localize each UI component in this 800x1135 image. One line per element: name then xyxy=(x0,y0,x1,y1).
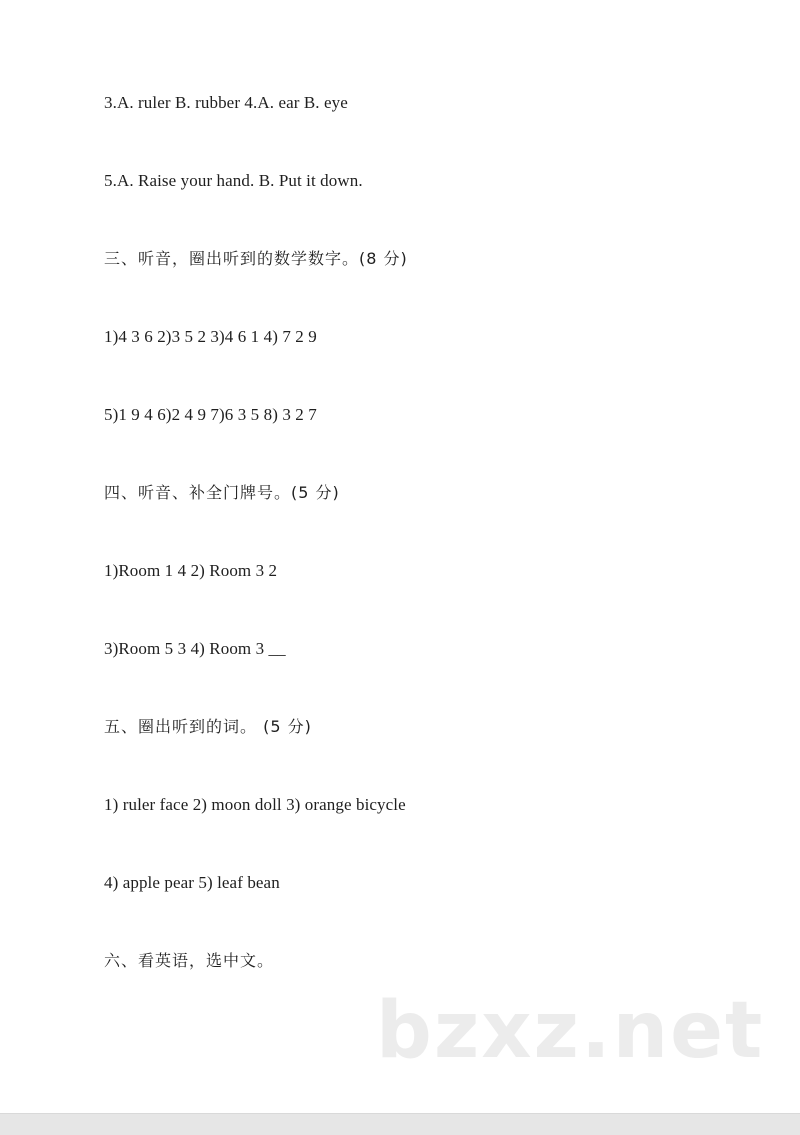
section-four-row-1: 1)Room 1 4 2) Room 3 2 xyxy=(104,561,278,580)
page-bottom-edge xyxy=(0,1113,800,1135)
exercise-two-items-3-4: 3.A. ruler B. rubber 4.A. ear B. eye xyxy=(104,93,348,112)
watermark-logo: bzxz.net xyxy=(376,986,765,1076)
section-six-heading: 六、看英语，选中文。 xyxy=(104,951,275,970)
section-three-row-2: 5)1 9 4 6)2 4 9 7)6 3 5 8) 3 2 7 xyxy=(104,405,317,424)
section-four-heading: 四、听音、补全门牌号。(5 分) xyxy=(104,483,340,502)
section-five-row-1: 1) ruler face 2) moon doll 3) orange bicycle xyxy=(104,795,406,814)
section-three-heading: 三、听音，圈出听到的数学数字。(8 分) xyxy=(104,249,408,268)
section-five-heading: 五、圈出听到的词。 (5 分) xyxy=(104,717,312,736)
section-four-row-2: 3)Room 5 3 4) Room 3 __ xyxy=(104,639,286,658)
section-three-row-1: 1)4 3 6 2)3 5 2 3)4 6 1 4) 7 2 9 xyxy=(104,327,317,346)
section-five-row-2: 4) apple pear 5) leaf bean xyxy=(104,873,280,892)
exercise-two-item-5: 5.A. Raise your hand. B. Put it down. xyxy=(104,171,363,190)
